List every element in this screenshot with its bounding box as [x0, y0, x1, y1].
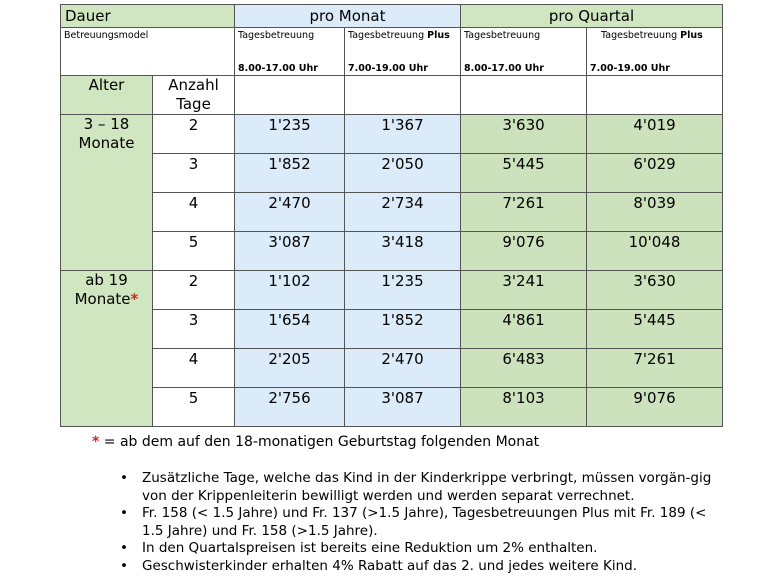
monat-standard-cell: 1'102	[235, 271, 345, 310]
tage-cell: 3	[153, 310, 235, 349]
alter-header: Alter	[61, 76, 153, 115]
footnote-star: *	[92, 434, 100, 450]
tage-cell: 5	[153, 232, 235, 271]
monat-standard-cell: 1'654	[235, 310, 345, 349]
list-item	[120, 558, 720, 576]
monat-standard-cell: 2'756	[235, 388, 345, 427]
model-col-quartal-standard	[461, 28, 587, 76]
model-row	[61, 28, 723, 76]
tage-label-text: Tage	[176, 95, 211, 113]
quartal-plus-cell: 9'076	[587, 388, 723, 427]
tage-cell: 4	[153, 349, 235, 388]
age-group-cell	[61, 271, 153, 427]
quartal-standard-cell: 9'076	[461, 232, 587, 271]
quartal-plus-cell: 5'445	[587, 310, 723, 349]
quartal-standard-cell: 3'241	[461, 271, 587, 310]
table-row	[61, 193, 723, 232]
anzahl-label: Anzahl	[168, 76, 219, 94]
age-line2: Monate	[74, 290, 131, 308]
model-col-quartal-plus	[587, 28, 723, 76]
monat-plus-cell: 3'087	[345, 388, 461, 427]
model-name: Tagesbetreuung	[601, 30, 678, 41]
model-plus: Plus	[680, 30, 703, 41]
list-item	[120, 470, 720, 505]
table-row	[61, 271, 723, 310]
age-line2: Monate	[78, 134, 135, 152]
bullet-icon: •	[120, 540, 128, 556]
model-name: Tagesbetreuung	[238, 30, 315, 41]
model-label-cell	[61, 28, 235, 76]
monat-plus-cell: 2'734	[345, 193, 461, 232]
table-row	[61, 232, 723, 271]
pro-quartal-header: pro Quartal	[461, 5, 723, 28]
model-col-monat-plus	[345, 28, 461, 76]
model-hours: 8.00-17.00 Uhr	[464, 63, 544, 74]
note-text: Zusätzliche Tage, welche das Kind in der Kinderkrippe verbringt, müssen vorgän-gig von der Krippenleiterin bewilligt werden und werden separat verrechnet.	[142, 470, 712, 504]
monat-plus-cell: 2'470	[345, 349, 461, 388]
monat-plus-cell: 1'235	[345, 271, 461, 310]
notes-list	[120, 470, 720, 575]
note-text: Fr. 158 (< 1.5 Jahre) und Fr. 137 (>1.5 Jahre), Tagesbetreuungen Plus mit Fr. 189 (< 1.5 Jahre) und Fr. 158 (>1.5 Jahre).	[142, 505, 707, 539]
anzahl-tage-header	[153, 76, 235, 115]
age-line1: 3 – 18	[83, 115, 130, 133]
model-name: Tagesbetreuung	[464, 30, 541, 41]
table-row	[61, 154, 723, 193]
note-text: In den Quartalspreisen ist bereits eine Reduktion um 2% enthalten.	[142, 540, 598, 556]
pro-monat-header: pro Monat	[235, 5, 461, 28]
monat-standard-cell: 2'205	[235, 349, 345, 388]
footnote-text: = ab dem auf den 18-monatigen Geburtstag folgenden Monat	[99, 434, 540, 450]
monat-standard-cell: 1'852	[235, 154, 345, 193]
age-line1: ab 19	[85, 271, 128, 289]
monat-plus-cell: 1'367	[345, 115, 461, 154]
quartal-standard-cell: 4'861	[461, 310, 587, 349]
quartal-standard-cell: 3'630	[461, 115, 587, 154]
age-star: *	[130, 290, 139, 308]
quartal-plus-cell: 8'039	[587, 193, 723, 232]
tage-cell: 2	[153, 271, 235, 310]
monat-standard-cell: 1'235	[235, 115, 345, 154]
empty-cell	[345, 76, 461, 115]
monat-plus-cell: 2'050	[345, 154, 461, 193]
model-label: Betreuungsmodel	[64, 30, 149, 41]
model-col-monat-standard	[235, 28, 345, 76]
model-hours: 7.00-19.00 Uhr	[590, 63, 670, 74]
empty-cell	[235, 76, 345, 115]
model-hours: 7.00-19.00 Uhr	[348, 63, 428, 74]
price-table	[60, 4, 723, 427]
empty-cell	[587, 76, 723, 115]
header-row	[61, 5, 723, 28]
quartal-standard-cell: 6'483	[461, 349, 587, 388]
quartal-plus-cell: 6'029	[587, 154, 723, 193]
quartal-standard-cell: 8'103	[461, 388, 587, 427]
tage-cell: 4	[153, 193, 235, 232]
tage-cell: 2	[153, 115, 235, 154]
list-item	[120, 505, 720, 540]
model-hours: 8.00-17.00 Uhr	[238, 63, 318, 74]
tage-cell: 3	[153, 154, 235, 193]
monat-plus-cell: 3'418	[345, 232, 461, 271]
quartal-plus-cell: 10'048	[587, 232, 723, 271]
list-item	[120, 540, 720, 558]
monat-plus-cell: 1'852	[345, 310, 461, 349]
empty-cell	[461, 76, 587, 115]
bullet-icon: •	[120, 470, 128, 486]
quartal-standard-cell: 5'445	[461, 154, 587, 193]
sub-header-row	[61, 76, 723, 115]
bullet-icon: •	[120, 505, 128, 521]
footnote	[92, 434, 539, 450]
age-group-cell	[61, 115, 153, 271]
table-row	[61, 115, 723, 154]
monat-standard-cell: 2'470	[235, 193, 345, 232]
quartal-plus-cell: 7'261	[587, 349, 723, 388]
table-row	[61, 349, 723, 388]
dauer-header: Dauer	[61, 5, 235, 28]
model-name: Tagesbetreuung	[348, 30, 425, 41]
table-row	[61, 310, 723, 349]
monat-standard-cell: 3'087	[235, 232, 345, 271]
tage-cell: 5	[153, 388, 235, 427]
model-plus: Plus	[427, 30, 450, 41]
note-text: Geschwisterkinder erhalten 4% Rabatt auf das 2. und jedes weitere Kind.	[142, 557, 638, 574]
quartal-plus-cell: 4'019	[587, 115, 723, 154]
quartal-plus-cell: 3'630	[587, 271, 723, 310]
quartal-standard-cell: 7'261	[461, 193, 587, 232]
bullet-icon: •	[120, 557, 128, 574]
table-row	[61, 388, 723, 427]
